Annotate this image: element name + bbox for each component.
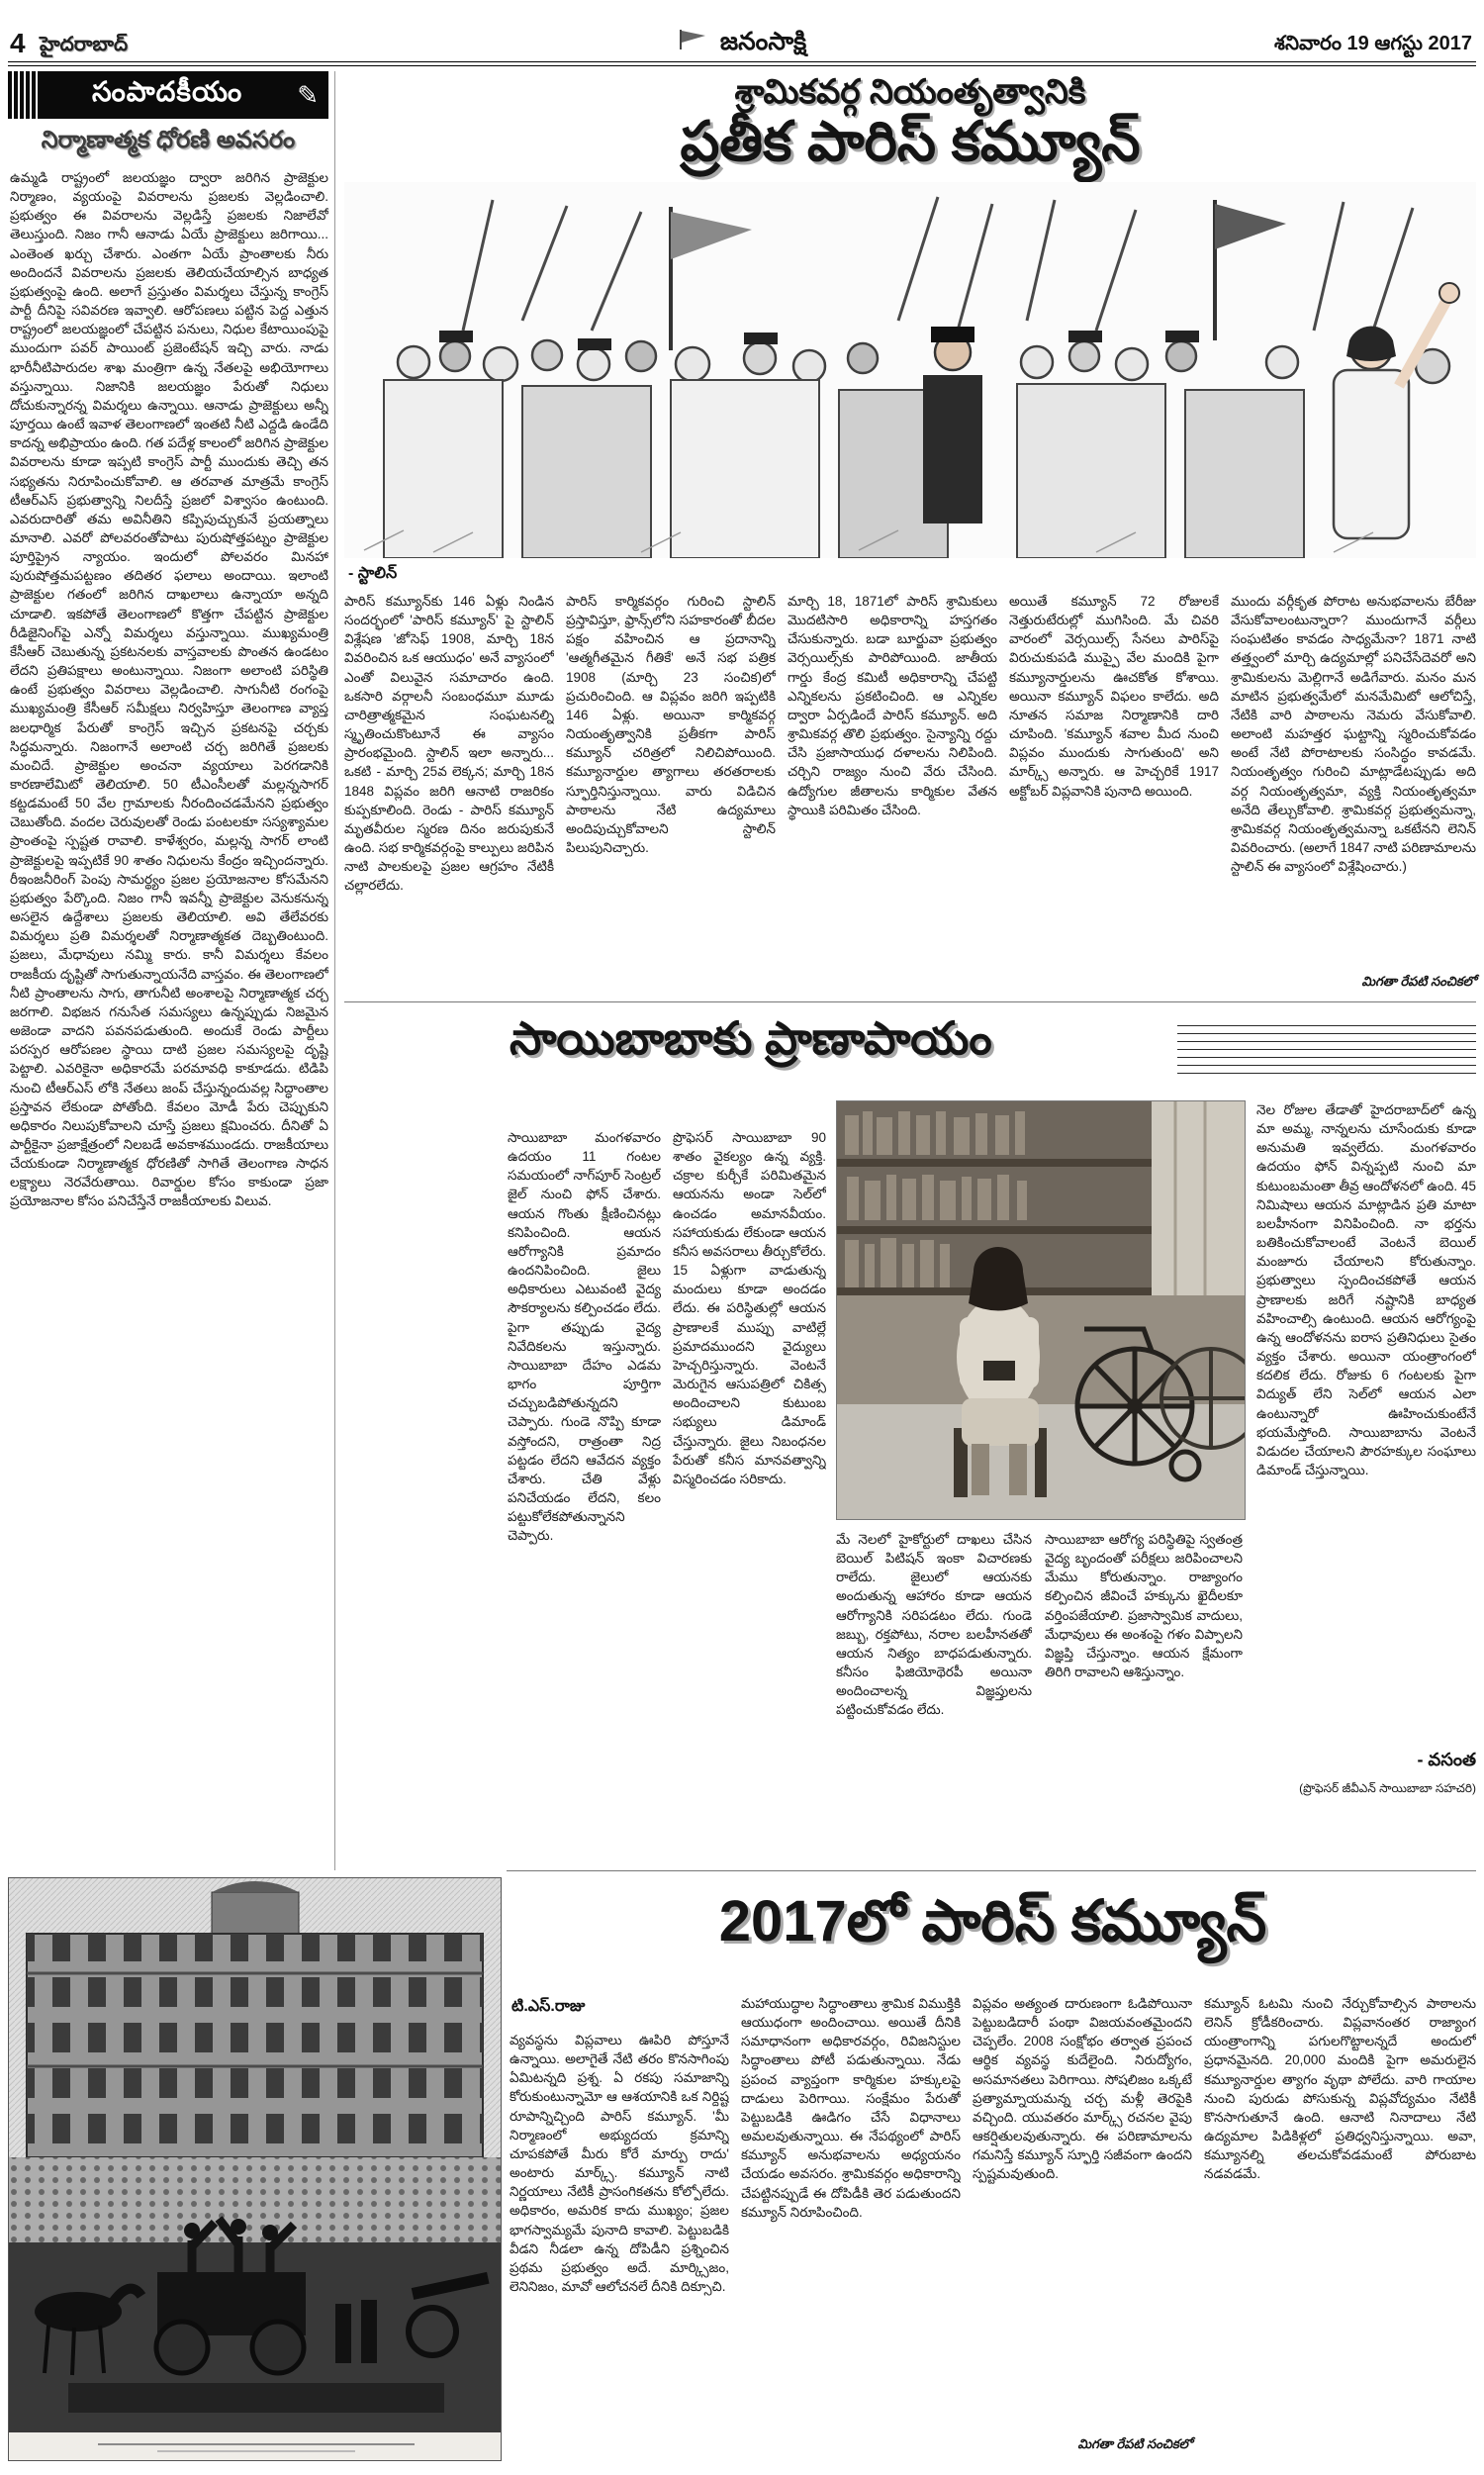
page-number: 4 <box>10 28 26 58</box>
paris2017-column-1: వ్యవస్థను విప్లవాలు ఊపిరి పోస్తూనే ఉన్నాయి. అలాగైతే నేటి తరం కొనసాగింపు ఏమిటన్నది ప్రశ్న. ఏ రకపు సమాజాన్ని కోరుకుంటున్నామో ఆ ఆశయానికి ఒక నిర్దిష్ట రూపాన్నిచ్చింది పారిస్ కమ్యూన్. 'మీ నిర్మాణంలో అభ్యుదయ క్రమాన్ని చూపకపోతే మీరు కోరే మార్పు రాదు' అంటారు మార్క్స్. కమ్యూన్ నాటి నిర్ణయాలు నేటికీ ప్రాసంగికతను కోల్పోలేదు. అధికారం, అమరిక కాదు ముఖ్యం; ప్రజల భాగస్వామ్యమే పునాది కావాలి. పెట్టుబడికి వీడని నీడలా ఉన్న దోపిడీని ప్రశ్నించిన ప్రథమ ప్రభుత్వం అదే. మార్క్సిజం, లెనినిజం, మావో ఆలోచనలే దీనికి దిక్సూచి. <box>510 2033 729 2295</box>
paris2017-column-3: విప్లవం అత్యంత దారుణంగా ఓడిపోయినా పెట్టుబడిదారీ పంథా విజయవంతమైందని చెప్పలేం. 2008 సంక్షోభం తర్వాత ప్రపంచ ఆర్థిక వ్యవస్థ కుదేలైంది. నిరుద్యోగం, అసమానతలు పెరిగాయి. సోషలిజం ఒక్కటే ప్రత్యామ్నాయమన్న చర్చ మళ్లీ తెరపైకి వచ్చింది. యువతరం మార్క్స్ రచనల వైపు ఆకర్షితులవుతున్నారు. ఈ పరిణామాలను గమనిస్తే కమ్యూన్ స్ఫూర్తి సజీవంగా ఉందని స్పష్టమవుతుంది. <box>973 1996 1192 2182</box>
commune-column-1: పారిస్ కమ్యూన్‌కు 146 ఏళ్లు నిండిన సందర్భంలో 'పారిస్ కమ్యూన్' పై స్టాలిన్ విశ్లేషణ 'జోసెఫ్ 1908, మార్చి 18న వివరించిన ఒక ఆయుధం' అనే వ్యాసంలో ఎంతో విలువైన సమాచారం ఉంది. ఒకసారి వర్గాలనీ సంబంధమూ మూడు చారిత్రాత్మకమైన సంఘటనల్ని స్మృతించుకొంటూనే ఈ వ్యాసం ప్రారంభమైంది. స్టాలిన్ ఇలా అన్నారు... ఒకటి - మార్చి 25వ లెక్కన; మార్చి 18న 1848 విప్లవం జరిగి ఆనాటి రాజరికం కుప్పకూలింది. రెండు - పారిస్ కమ్యూన్ మృతవీరుల స్మరణ దినం జరుపుకునే ఉంది. సభ కార్మికవర్గంపై కాల్పులు జరిపిన నాటి పాలకులపై ప్రజల ఆగ్రహం నేటికీ చల్లారలేదు. <box>344 594 554 894</box>
saibaba-column-left-1: సాయిబాబా మంగళవారం ఉదయం 11 గంటల సమయంలో నాగ్‌పూర్ సెంట్రల్ జైల్ నుంచి ఫోన్ చేశారు. ఆయన గొంతు క్షీణించినట్లు కనిపించింది. ఆయన ఆరోగ్యానికి ప్రమాదం ఉందనిపించింది. జైలు అధికారులు ఎటువంటి వైద్య సౌకర్యాలను కల్పించడం లేదు. పైగా తప్పుడు వైద్య నివేదికలను ఇస్తున్నారు. సాయిబాబా దేహం ఎడమ భాగం పూర్తిగా చచ్చుబడిపోతున్నదని చెప్పారు. గుండె నొప్పి కూడా వస్తోందని, రాత్రంతా నిద్ర పట్టడం లేదని ఆవేదన వ్యక్తం చేశారు. చేతి వేళ్లు పనిచేయడం లేదని, కలం పట్టుకోలేకపోతున్నానని చెప్పారు. <box>508 1130 661 1544</box>
editorial-headline: నిర్మాణాత్మక ధోరణి అవసరం <box>41 127 296 153</box>
editorial-section-header <box>8 71 328 119</box>
commune-headline-main: ప్రతీక పారిస్ కమ్యూన్ <box>680 110 1141 172</box>
section-divider <box>344 1001 1476 1002</box>
masthead <box>0 28 1484 62</box>
pen-icon: ✎ <box>297 79 319 110</box>
section-divider-2 <box>507 1870 1476 1871</box>
saibaba-headline: సాయిబాబాకు ప్రాణాపాయం <box>510 1012 992 1064</box>
commune-attribution: - స్టాలిన్ <box>348 565 398 582</box>
editorial-stripes <box>8 71 38 119</box>
commune-column-2: పారిస్ కార్మికవర్గం గురించి స్టాలిన్ ప్రస్తావిస్తూ, ఫ్రాన్స్‌లోని సహకారంతో బీదల పక్షం వహించిన ఆ ప్రదానాన్ని 'ఆత్మగీతమైన గీతికే' అనే సభ పత్రిక 1908 (మార్చి 23 సంచిక)లో ప్రచురించింది. ఆ విప్లవం జరిగి ఇప్పటికి 146 ఏళ్లు. అయినా కార్మికవర్గ నియంతృత్వానికి ప్రతీకగా పారిస్ కమ్యూన్ చరిత్రలో నిలిచిపోయింది. కమ్యూనార్డుల త్యాగాలు తరతరాలకు స్ఫూర్తినిస్తున్నాయి. వారు విడిచిన పాఠాలను నేటి ఉద్యమాలు అందిపుచ్చుకోవాలని స్టాలిన్ పిలుపునిచ్చారు. <box>566 594 776 856</box>
editorial-section-title: సంపాదకీయం <box>91 75 243 107</box>
saibaba-column-bottom-2: సాయిబాబా ఆరోగ్య పరిస్థితిపై స్వతంత్ర వైద్య బృందంతో పరీక్షలు జరిపించాలని మేము కోరుతున్నాం. రాజ్యాంగం కల్పించిన జీవించే హక్కును ఖైదీలకూ వర్తింపజేయాలి. ప్రజాస్వామిక వాదులు, మేధావులు ఈ అంశంపై గళం విప్పాలని విజ్ఞప్తి చేస్తున్నాం. ఆయన క్షేమంగా తిరిగి రావాలని ఆశిస్తున్నాం. <box>1045 1532 1243 1680</box>
commune-continuation-note: మిగతా రేపటి సంచికలో <box>1361 974 1476 989</box>
paris2017-headline: 2017లో పారిస్ కమ్యూన్ <box>718 1889 1267 1953</box>
saibaba-column-right: నెల రోజుల తేడాతో హైదరాబాద్‌లో ఉన్న మా అమ్మ, నాన్నలను చూసేందుకు కూడా అనుమతి ఇవ్వలేదు. మంగళవారం ఉదయం ఫోన్ విన్నప్పటి నుంచి మా కుటుంబమంతా తీవ్ర ఆందోళనలో ఉంది. 45 నిమిషాలు ఆయన మాట్లాడిన ప్రతి మాటా బలహీనంగా వినిపించింది. నా భర్తను బతికించుకోవాలంటే వెంటనే బెయిల్ మంజూరు చేయాలని కోరుతున్నాం. ప్రభుత్వాలు స్పందించకపోతే ఆయన ప్రాణాలకు జరిగే నష్టానికి బాధ్యత వహించాల్సి ఉంటుంది. ఆయన ఆరోగ్యంపై ఉన్న ఆందోళనను ఐరాస ప్రతినిధులు సైతం వ్యక్తం చేశారు. అయినా యంత్రాంగంలో కదలిక లేదు. రోజుకు 6 గంటలకు పైగా విద్యుత్ లేని సెల్‌లో ఆయన ఎలా ఉంటున్నారో ఊహించుకుంటేనే భయమేస్తోంది. సాయిబాబాను వెంటనే విడుదల చేయాలని పౌరహక్కుల సంఘాలు డిమాండ్ చేస్తున్నాయి. <box>1256 1102 1476 1477</box>
saibaba-column-bottom-1: మే నెలలో హైకోర్టులో దాఖలు చేసిన బెయిల్ పిటిషన్ ఇంకా విచారణకు రాలేదు. జైలులో ఆయనకు అందుతున్న ఆహారం కూడా ఆయన ఆరోగ్యానికి సరిపడటం లేదు. గుండె జబ్బు, రక్తపోటు, నరాల బలహీనతతో ఆయన నిత్యం బాధపడుతున్నారు. కనీసం ఫిజియోథెరపీ అయినా అందించాలన్న విజ్ఞప్తులను పట్టించుకోవడం లేదు. <box>836 1532 1032 1718</box>
paris-commune-engraving <box>8 1877 502 2461</box>
saibaba-signature: - వసంత <box>1417 1750 1476 1769</box>
commune-column-4: అయితే కమ్యూన్ 72 రోజులకే నెత్తురుటేరుల్లో ముగిసింది. మే చివరి వారంలో వెర్సయిల్స్ సేనలు పారిస్‌పై విరుచుకుపడి ముప్పై వేల మందికి పైగా కమ్యూనార్డులను ఊచకోత కోశాయి. అయినా కమ్యూన్ విఫలం కాలేదు. అది నూతన సమాజ నిర్మాణానికి దారి చూపింది. 'కమ్యూన్ శవాల మీద నుంచి విప్లవం ముందుకు సాగుతుంది' అని మార్క్స్ అన్నారు. ఆ హెచ్చరికే 1917 అక్టోబర్ విప్లవానికి పునాది అయింది. <box>1009 594 1219 799</box>
saibaba-signature-credit: (ప్రొఫెసర్ జీవీఎన్ సాయిబాబా సహచరి) <box>1299 1781 1476 1795</box>
commune-headline-top: శ్రామికవర్గ నియంతృత్వానికి <box>734 73 1086 111</box>
commune-column-5: ముందు వర్గీకృత పోరాట అనుభవాలను బేరీజు వేసుకోవాలంటున్నారా? ముందుగానే వర్గీలు సంఘటితం కావడం సాధ్యమేనా? 1871 నాటి తత్త్వంలో మార్చి ఉద్యమాల్లో పనిచేసేదెవరో అని శ్రామికులను మెల్లిగానే అడిగేవారు. మనం మన మాటిన ప్రభుత్వమేలో మనమేమిటో ఆలోచిస్తే, నేటికి వారి పాఠాలను నెమరు వేసుకోవాలి. అలాంటి మహత్తర ఘట్టాన్ని స్మరించుకోవడం అంటే నేటి పోరాటాలకు సంసిద్ధం కావడమే. నియంతృత్వం గురించి మాట్లాడేటప్పుడు అది వర్గ నియంతృత్వమా, వ్యక్తి నియంతృత్వమా అనేది తేల్చుకోవాలి. శ్రామికవర్గ ప్రభుత్వమన్నా, శ్రామికవర్గ నియంతృత్వమన్నా ఒకటేనని లెనిన్ వివరించారు. (అలాగే 1847 నాటి పరిణామాలను స్టాలిన్ ఈ వ్యాసంలో విశ్లేషించారు.) <box>1231 594 1476 875</box>
commune-illustration <box>344 182 1476 558</box>
commune-column-3: మార్చి 18, 1871లో పారిస్ శ్రామికులు మొదటిసారి అధికారాన్ని హస్తగతం చేసుకున్నారు. బడా బూర్జువా ప్రభుత్వం వెర్సయిల్స్‌కు పారిపోయింది. జాతీయ గార్డు కేంద్ర కమిటీ అధికారాన్ని చేపట్టి ఎన్నికలను ప్రకటించింది. ఆ ఎన్నికల ద్వారా ఏర్పడిందే పారిస్ కమ్యూన్. అది శ్రామికవర్గ తొలి ప్రభుత్వం. సైన్యాన్ని రద్దు చేసి ప్రజాసాయుధ దళాలను నిలిపింది. చర్చిని రాజ్యం నుంచి వేరు చేసింది. ఉద్యోగుల జీతాలను కార్మికుల వేతన స్థాయికి పరిమితం చేసింది. <box>788 594 997 817</box>
saibaba-photo <box>836 1100 1246 1520</box>
masthead-logo-icon <box>678 29 707 57</box>
column-divider <box>334 71 335 1870</box>
date-label: శనివారం 19 ఆగస్టు 2017 <box>1274 33 1472 54</box>
saibaba-column-left-2: ప్రొఫెసర్ సాయిబాబా 90 శాతం వైకల్యం ఉన్న వ్యక్తి. చక్రాల కుర్చీకే పరిమితమైన ఆయనను అండా సెల్‌లో ఉంచడం అమానవీయం. సహాయకుడు లేకుండా ఆయన కనీస అవసరాలు తీర్చుకోలేరు. 15 ఏళ్లుగా వాడుతున్న మందులు కూడా అందడం లేదు. ఈ పరిస్థితుల్లో ఆయన ప్రాణాలకే ముప్పు వాటిల్లే ప్రమాదముందని వైద్యులు హెచ్చరిస్తున్నారు. వెంటనే మెరుగైన ఆసుపత్రిలో చికిత్స అందించాలని కుటుంబ సభ్యులు డిమాండ్ చేస్తున్నారు. జైలు నిబంధనల పేరుతో కనీస మానవత్వాన్ని విస్మరించడం సరికాదు. <box>673 1130 826 1486</box>
header-divider <box>8 61 1476 66</box>
edition-label: హైదరాబాద్ <box>40 34 129 55</box>
editorial-body: ఉమ్మడి రాష్ట్రంలో జలయజ్ఞం ద్వారా జరిగిన ప్రాజెక్టుల నిర్మాణం, వ్యయంపై వివరాలను ప్రజలకు వెల్లడించాలి. ప్రభుత్వం ఈ వివరాలను వెల్లడిస్తే ప్రజలకు నిజాలేవో తెలుస్తుంది. నిజం గానీ ఆనాడు ఏయే ప్రాజెక్టులు జరిగాయి... ఎంతెంత ఖర్చు చేశారు. ఎంతగా ఏయే ప్రాంతాలకు నీరు అందిందనే వివరాలను ప్రజలకు తెలియచేయాల్సిన బాధ్యత ప్రభుత్వంపై ఉంది. అలాగే ప్రస్తుతం విమర్శలు చేస్తున్న కాంగ్రెస్ పార్టీ దీనిపై సవివరణ ఇవ్వాలి. ఆరోపణలు పట్టిన పెద్ద ఎత్తున రాష్ట్రంలో జలయజ్ఞంలో చేపట్టిన పనులు, నిధుల కేటాయింపుపై ముందుగా పవర్ పాయింట్ ప్రజెంటేషన్ ఇచ్చి వారు. నాడు భారీనీటిపారుదల శాఖ మంత్రిగా ఉన్న నేతలపై అభియోగాలు వస్తున్నాయి. నిజానికి జలయజ్ఞం పేరుతో నిధులు దోచుకున్నారన్న విమర్శలు ఉన్నాయి. ఆనాడు ప్రాజెక్టులు అన్నీ పూర్తయి ఉంటే ఇవాళ తెలంగాణలో ఇంతటి నీటి ఎద్దడి ఉండేది కాదన్న అభిప్రాయం ఉంది. గత పదేళ్ల కాలంలో జరిగిన ప్రాజెక్టుల వివరాలను కూడా ఇప్పటి కాంగ్రెస్ పార్టీ ముందుకు తెచ్చి తన సభ్యతను నిరూపించుకోవాలి. ఆ తరవాత మాత్రమే కాంగ్రెస్ టీఆర్ఎస్ ప్రభుత్వాన్ని నిలదీస్తే ప్రజలో విశ్వాసం ఉంటుంది. ఎవరుదారితో తమ అవినీతిని కప్పిపుచ్చుకునే ప్రయత్నాలు మానాలి. ఎవరో పోలవరంతోపాటు పురుషోత్తపట్నం ప్రాజెక్టుల పూర్తిప్రైన న్యాయం. ఇందులో పోలవరం మినహా పురుషోత్తమపట్టణం తదితర ఫలాలు అందాయి. ఇలాంటి ప్రాజెక్టుల గతంలో జరిగిన దాఖలాలు ఉన్నాయా అన్నది చూడాలి. ఇకపోతే తెలంగాణలో కొత్తగా చేపట్టిన ప్రాజెక్టుల రీడిజైనింగ్‌పై ఎన్నో విమర్శలు వస్తున్నాయి. ముఖ్యమంత్రి కేసీఆర్ చెబుతున్న ప్రకటనలకు వాస్తవాలకు పొంతన ఉండటం లేదని ప్రతిపక్షాలు అంటున్నాయి. నిజంగా అలాంటి పరిస్థితి ఉంటే ప్రభుత్వం వివరాలు వెల్లడించాలి. సాగునీటి రంగంపై ముఖ్యమంత్రి కేసీఆర్ సమీక్షలు నిర్వహిస్తూ తెలంగాణ వ్యాప్త జలధార్మిక పేరుతో కాంగ్రెస్ ఇచ్చిన ప్రకటనపై చర్చకు సిద్ధమన్నారు. నిజంగానే అలాంటి చర్చ జరిగితే ప్రజలకు మంచిదే. ప్రాజెక్టుల అంచనా వ్యయాలు పెరగడానికి కారణాలేమిటో తెలియాలి. 50 టీఎంసీలతో మల్లన్నసాగర్ కట్టడమంటే 50 వేల గ్రామాలకు నీరందించడమేనని ప్రభుత్వం చెబుతోంది. వందల చెరువులతో రెండు పంటలకూ సస్యశ్యామల ప్రాంతంపై స్పష్టత రావాలి. కాళేశ్వరం, మల్లన్న సాగర్ లాంటి ప్రాజెక్టులపై ఇప్పటికే 90 శాతం నిధులను కేంద్రం ఇచ్చిందన్నారు. రీఇంజనీరింగ్ పెంపు సామర్థ్యం ప్రజల ప్రయోజనాల కోసమేనని ప్రభుత్వం పేర్కొంది. నిజం గానీ ఇవన్నీ ప్రాజెక్టుల వెనుకనున్న అసలైన ఉద్దేశాలు ప్రజలకు తెలియాలి. అవి తేలేవరకు విమర్శలు ప్రతి విమర్శలతో నిర్మాణాత్మకత దెబ్బతింటుంది. ప్రజలు, మేధావులు నమ్మి కారు. కానీ విమర్శలు కేవలం రాజకీయ దృష్టితో సాగుతున్నాయనేది వాస్తవం. ఈ తెలంగాణలో నీటి ప్రాంతాలను సాగు, తాగునీటి అంశాలపై నిర్మాణాత్మక చర్చ జరగాలి. విభజన గనుసేత సమస్యలు ఉన్నప్పుడు నిజమైన అజెండా వాదని పవనపడుతుంది. అందుకే రెండు పార్టీలు పరస్పర ఆరోపణల స్థాయి దాటి ప్రజల సమస్యలపై దృష్టి పెట్టాలి. ఎవరికైనా అధికారమే పరమావధి కాకూడదు. టిడిపి నుంచి టీఆర్ఎస్ లోకి నేతలు జంప్ చేస్తున్నందువల్ల సిద్ధాంతాల ప్రస్తావన లేకుండా పోతోంది. కేవలం మోడీ పేరు చెప్పుకుని అధికారం నిలుపుకోవాలని చూస్తే ప్రజలు క్షమించరు. దీనితో ఏ పార్టీకైనా ప్రజాక్షేత్రంలో నిలబడే అవకాశముండదు. రాజకీయాలు చేయకుండా నిర్మాణాత్మక ధోరణితో సాగితే తెలంగాణ సాధన లక్ష్యాలు నెరవేరుతాయి. రివార్డుల కోసం కాకుండా ప్రజా ప్రయోజనాల కోసం పనిచేస్తేనే రాజకీయాలకు విలువ. <box>10 170 328 1209</box>
headline-decoration-lines <box>1177 1025 1476 1081</box>
paris2017-byline: టి.ఎస్.రాజు <box>511 1998 586 2015</box>
paris2017-continuation-note: మిగతా రేపటి సంచికలో <box>1077 2436 1192 2451</box>
paris2017-column-4: కమ్యూన్ ఓటమి నుంచి నేర్చుకోవాల్సిన పాఠాలను లెనిన్ క్రోడీకరించారు. విప్లవానంతర రాజ్యాంగ యంత్రాంగాన్ని పగులగొట్టాలన్నదే అందులో ప్రధానమైనది. 20,000 మందికి పైగా అమరులైన కమ్యూనార్డుల త్యాగం వృథా పోలేదు. వారి గాయాల నుంచి పురుడు పోసుకున్న విప్లవోద్యమం నేటికీ కొనసాగుతూనే ఉంది. ఆనాటి నినాదాలు నేటి ఉద్యమాల పిడికిళ్లలో ప్రతిధ్వనిస్తున్నాయి. అవా, కమ్యూనల్ని తలచుకోవడమంటే పోరుబాట నడవడమే. <box>1204 1996 1476 2182</box>
paris2017-column-2: మహాయుద్ధాల సిద్ధాంతాలు శ్రామిక విముక్తికి ఆయుధంగా అందించాయి. అయితే దీనికి సమాధానంగా అధికారవర్గం, రివిజనిస్టుల సిద్ధాంతాలు పోటీ పడుతున్నాయి. నేడు ప్రపంచ వ్యాప్తంగా కార్మికుల హక్కులపై దాడులు పెరిగాయి. సంక్షేమం పేరుతో పెట్టుబడికి ఊడిగం చేసే విధానాలు అమలవుతున్నాయి. ఈ నేపథ్యంలో పారిస్ కమ్యూన్ అనుభవాలను అధ్యయనం చేయడం అవసరం. శ్రామికవర్గం అధికారాన్ని చేపట్టినప్పుడే ఈ దోపిడీకి తెర పడుతుందని కమ్యూన్ నిరూపించింది. <box>741 1996 961 2220</box>
masthead-title: జనంసాక్షి <box>719 28 807 55</box>
